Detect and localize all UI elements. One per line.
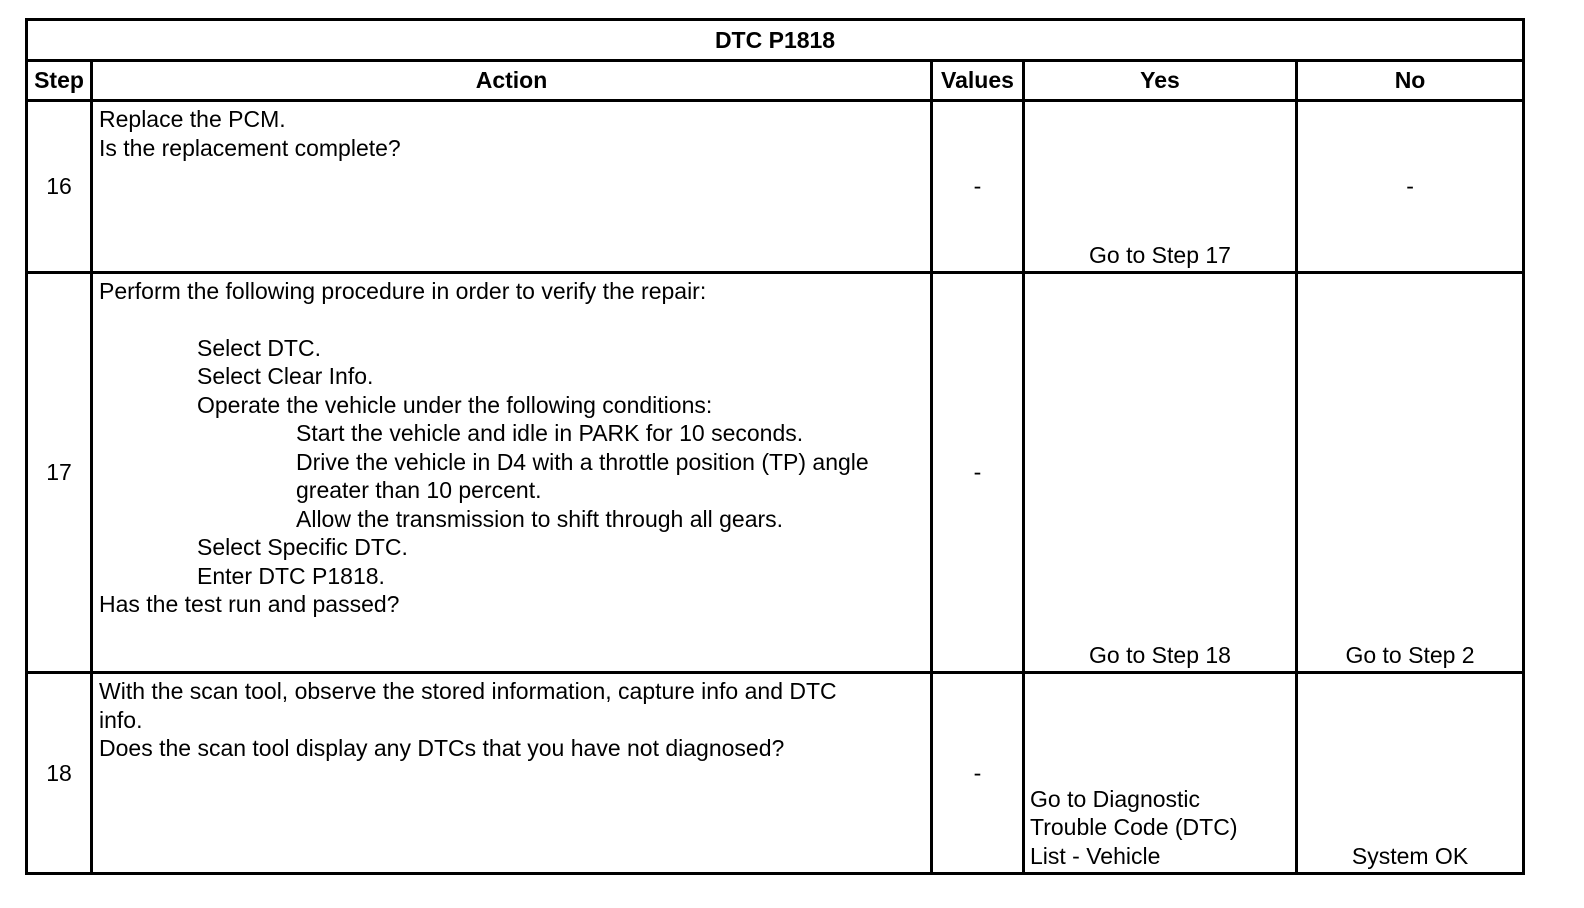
procedure-step: Select DTC. xyxy=(197,334,321,361)
header-step: Step xyxy=(27,61,92,101)
yes-line: Go to Diagnostic xyxy=(1030,785,1201,812)
procedure-step: Select Clear Info. xyxy=(197,363,374,389)
action-cell xyxy=(92,273,932,673)
step-number: 16 xyxy=(27,101,92,273)
procedure-step: Operate the vehicle under the following conditions: xyxy=(197,391,713,418)
step-number: 17 xyxy=(27,273,92,673)
yes-cell: Go to Step 17 xyxy=(1024,101,1297,273)
action-text: Perform the following procedure in order to verify the repair: xyxy=(99,278,707,304)
dtc-procedure-table xyxy=(25,18,1525,875)
values-cell: - xyxy=(932,273,1024,673)
values-cell: - xyxy=(932,673,1024,874)
procedure-substep: Start the vehicle and idle in PARK for 10 seconds. xyxy=(296,420,804,446)
header-no: No xyxy=(1297,61,1524,101)
step-number: 18 xyxy=(27,673,92,874)
values-cell: - xyxy=(932,101,1024,273)
header-row xyxy=(27,61,1524,101)
yes-line: List - Vehicle xyxy=(1030,842,1161,869)
table-title: DTC P1818 xyxy=(27,20,1524,61)
action-question: Is the replacement complete? xyxy=(99,134,401,161)
header-values: Values xyxy=(932,61,1024,101)
table-row-step-16 xyxy=(27,101,1524,273)
procedure-substep: Drive the vehicle in D4 with a throttle position (TP) angle xyxy=(296,448,869,475)
procedure-step: Enter DTC P1818. xyxy=(197,562,385,589)
no-cell: - xyxy=(1297,101,1524,273)
action-cell xyxy=(92,101,932,273)
procedure-substep: Allow the transmission to shift through all gears. xyxy=(296,505,784,532)
table-row-step-17 xyxy=(27,273,1524,673)
action-question: Does the scan tool display any DTCs that you have not diagnosed? xyxy=(99,735,785,761)
yes-cell xyxy=(1024,673,1297,874)
procedure-substep: greater than 10 percent. xyxy=(296,477,542,503)
no-cell: Go to Step 2 xyxy=(1297,273,1524,673)
yes-cell: Go to Step 18 xyxy=(1024,273,1297,673)
procedure-step: Select Specific DTC. xyxy=(197,534,408,560)
action-cell xyxy=(92,673,932,874)
header-yes: Yes xyxy=(1024,61,1297,101)
yes-line: Trouble Code (DTC) xyxy=(1030,814,1238,840)
header-action: Action xyxy=(92,61,932,101)
table-row-step-18 xyxy=(27,673,1524,874)
action-question: Has the test run and passed? xyxy=(99,591,400,617)
action-text: With the scan tool, observe the stored information, capture info and DTC xyxy=(99,678,837,704)
action-text: Replace the PCM. xyxy=(99,106,286,132)
action-text: info. xyxy=(99,706,143,733)
no-cell: System OK xyxy=(1297,673,1524,874)
